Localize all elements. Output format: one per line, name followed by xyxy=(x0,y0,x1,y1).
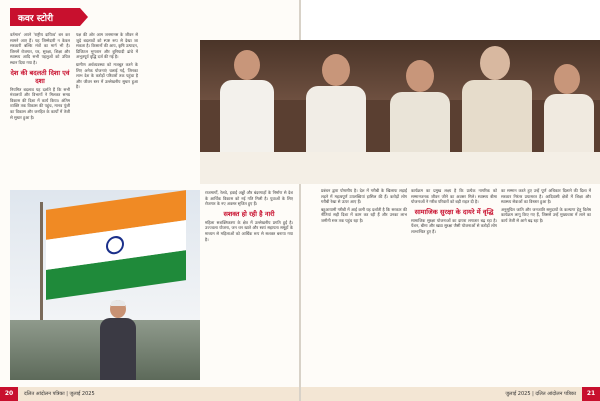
left-column-1 xyxy=(10,32,70,182)
left-column-2 xyxy=(76,32,138,182)
person-figure xyxy=(98,300,138,380)
paragraph: ग्रामीण अर्थव्यवस्था को मजबूत करने के लिए अनेक योजनाएं चलाई गईं, जिनका लाभ देश के करोड़ों परिवारों तक पहुंचा है और जीवन स्तर में उल्लेखनीय सुधार हुआ है। xyxy=(76,61,138,90)
section-tag xyxy=(10,8,80,26)
right-column-3 xyxy=(501,188,591,383)
right-footer xyxy=(301,387,600,401)
right-page xyxy=(301,184,600,401)
paragraph: राजमार्गों, रेलवे, हवाई अड्डों और बंदरगाहों के निर्माण से देश के आर्थिक विकास को नई गति मिली है। युवाओं के लिए रोजगार के नए अवसर सृजित हुए हैं। xyxy=(205,190,293,207)
subheading: सामाजिक सुरक्षा के दायरे में वृद्धि xyxy=(414,207,494,216)
right-column-2 xyxy=(411,188,497,383)
paragraph: का सम्मान करते हुए उन्हें पूर्ण अधिकार दिलाने की दिशा में सरकार निरंतर प्रयासरत है। आदिवासी क्षेत्रों में शिक्षा और स्वास्थ्य सेवाओं का विस्तार हुआ है। xyxy=(501,188,591,205)
paragraph: वर्तमान' अपने 'राष्ट्रीय दायित्व' बन कर सामने आए हैं। यह जिम्मेदारी न केवल सरकारी बल्कि मंत्रों का मार्ग भी है। जिसमें रोजगार, घर, सुरक्षा, शिक्षा और स्वास्थ्य आदि सभी पहलुओं को उचित स्थान दिया गया है। xyxy=(10,32,70,65)
paragraph: महिला सशक्तिकरण के क्षेत्र में उल्लेखनीय प्रगति हुई है। उज्ज्वला योजना, जन धन खाते और स्वयं सहायता समूहों के माध्यम से महिलाओं को आर्थिक रूप से सशक्त बनाया गया है। xyxy=(205,219,293,242)
meeting-photo xyxy=(200,40,600,184)
paragraph: अनुसूचित जाति और जनजाति समुदायों के कल्याण हेतु विशेष कार्यक्रम लागू किए गए हैं, जिससे उन्हें मुख्यधारा में लाने का कार्य तेजी से आगे बढ़ रहा है। xyxy=(501,206,591,223)
paragraph: बहुआयामी गरीबी में आई कमी यह दर्शाती है कि सरकार की नीतियां सही दिशा में काम कर रही हैं और उनका लाभ जमीनी स्तर तक पहुंच रहा है। xyxy=(321,206,407,223)
right-column-1 xyxy=(321,188,407,383)
paragraph: प्रबंधन द्वारा पोषणीय है। देश में गरीबी के खिलाफ लड़ाई लड़ने में महत्वपूर्ण उपलब्धियां हासिल की हैं। करोड़ों लोग गरीबी रेखा से ऊपर आए हैं। xyxy=(321,188,407,205)
subheading: सशक्त हो रही है नारी xyxy=(223,209,275,218)
section-tag-label: कवर स्टोरी xyxy=(18,14,54,24)
paragraph: कार्यक्रम का प्रमुख लक्ष्य है कि प्रत्येक नागरिक को सम्मानजनक जीवन जीने का अवसर मिले। स्वास्थ्य बीमा योजनाओं ने गरीब परिवारों को बड़ी राहत दी है। xyxy=(411,188,497,205)
magazine-name: दलित आंदोलन पत्रिका | जुलाई 2025 xyxy=(24,391,95,397)
subheading: देश की बदलती दिशा एवं दशा xyxy=(10,68,70,85)
left-column-3 xyxy=(205,190,293,380)
flag-photo xyxy=(10,190,200,380)
page-number: 21 xyxy=(582,387,600,401)
page-number: 20 xyxy=(0,387,18,401)
paragraph: पक्ष की ओर आम जनमानस के जीवन से जुड़े बदलावों को स्पष्ट रूप से देखा जा सकता है। किसानों की आय, कृषि उत्पादन, डिजिटल भुगतान और बुनियादी ढांचे में अभूतपूर्व वृद्धि दर्ज की गई है। xyxy=(76,32,138,60)
paragraph: नियमित बदलाव यह दर्शाते हैं कि सभी मंत्रालयों और विभागों ने मिलकर समग्र विकास की दिशा में कार्य किया। अंतिम व्यक्ति तक विकास की पहुंच, मानव पूंजी का विकास और जनहित के कार्यों में तेजी से सुधार हुआ है। xyxy=(10,86,70,120)
paragraph: सामाजिक सुरक्षा योजनाओं का दायरा लगातार बढ़ रहा है। पेंशन, बीमा और खाद्य सुरक्षा जैसी योजनाओं से करोड़ों लोग लाभान्वित हुए हैं। xyxy=(411,217,497,234)
magazine-name: जुलाई 2025 | दलित आंदोलन पत्रिका xyxy=(505,391,576,397)
left-footer xyxy=(0,387,299,401)
